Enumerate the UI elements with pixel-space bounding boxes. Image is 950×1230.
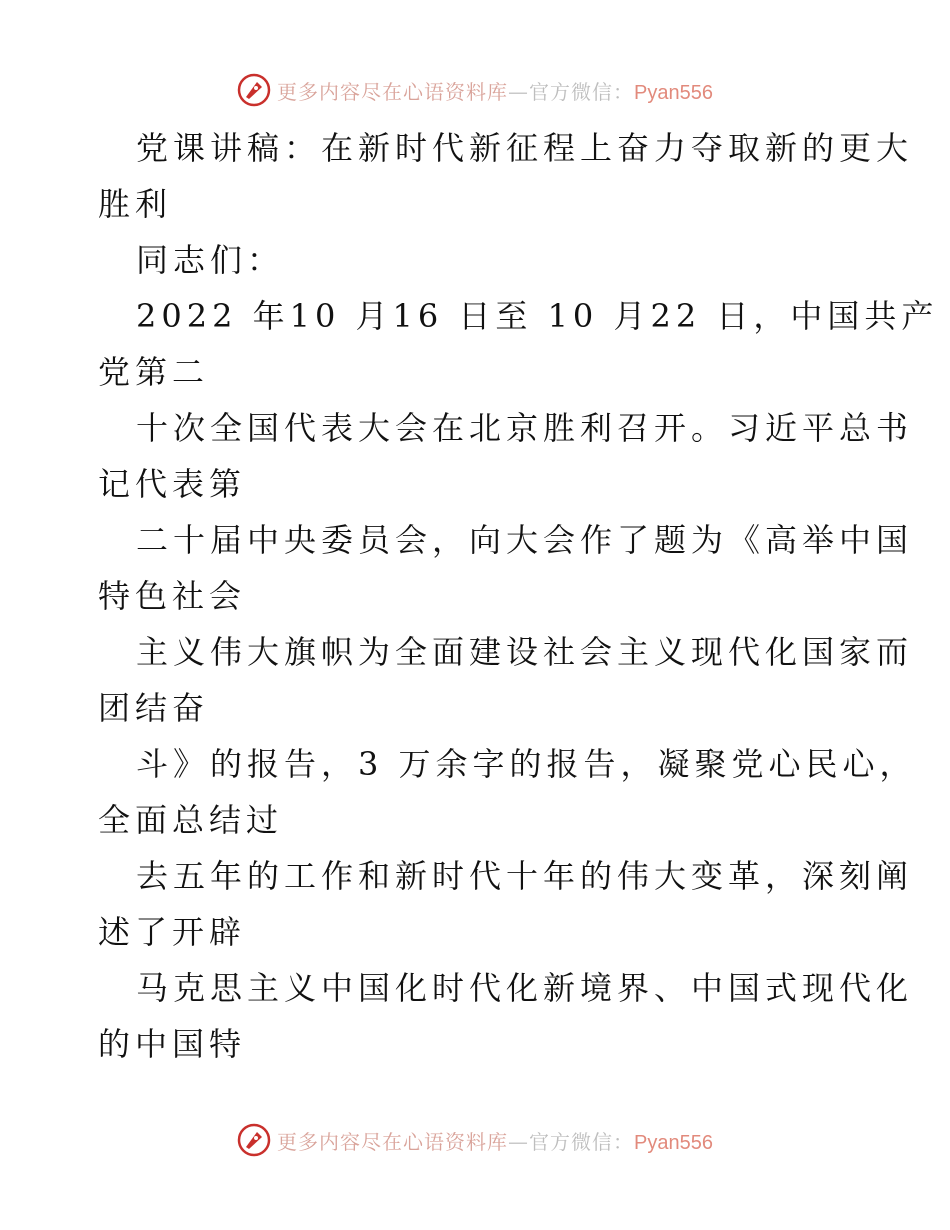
footer-watermark xyxy=(0,1120,950,1160)
watermark-wechat-label: 官方微信： xyxy=(529,79,635,104)
paragraph-line: 团结奋 xyxy=(98,689,210,727)
watermark-separator: — xyxy=(508,79,530,104)
paragraph-line: 斗》的报告，3 万余字的报告，凝聚党心民心， xyxy=(136,745,917,783)
watermark-wechat-id: Pyan556 xyxy=(634,1131,713,1154)
watermark-separator: — xyxy=(508,1129,530,1154)
paragraph-line: 全面总结过 xyxy=(98,801,284,839)
paragraph-line: 十次全国代表大会在北京胜利召开。习近平总书 xyxy=(136,409,914,447)
watermark-brand: 更多内容尽在心语资料库 xyxy=(277,79,509,104)
paragraph-line: 的中国特 xyxy=(98,1025,247,1063)
watermark-text xyxy=(277,1126,713,1155)
paragraph-line: 二十届中央委员会，向大会作了题为《高举中国 xyxy=(136,521,914,559)
paragraph-line: 2022 年10 月16 日至 10 月22 日，中国共产 xyxy=(136,297,939,335)
paragraph-line: 去五年的工作和新时代十年的伟大变革，深刻阐 xyxy=(136,857,914,895)
document-title-line-2: 胜利 xyxy=(98,185,173,223)
paragraph-line: 特色社会 xyxy=(98,577,247,615)
paragraph-line: 主义伟大旗帜为全面建设社会主义现代化国家而 xyxy=(136,633,914,671)
document-body xyxy=(98,120,939,1072)
pen-nib-logo-icon xyxy=(237,73,271,107)
watermark-wechat-id: Pyan556 xyxy=(634,81,713,104)
pen-nib-logo-icon xyxy=(237,1123,271,1157)
salutation: 同志们： xyxy=(136,241,285,279)
watermark-brand: 更多内容尽在心语资料库 xyxy=(277,1129,509,1154)
document-title-line-1: 党课讲稿：在新时代新征程上奋力夺取新的更大 xyxy=(136,129,914,167)
watermark-wechat-label: 官方微信： xyxy=(529,1129,635,1154)
header-watermark xyxy=(0,70,950,110)
paragraph-line: 记代表第 xyxy=(98,465,247,503)
paragraph-line: 党第二 xyxy=(98,353,210,391)
paragraph-line: 马克思主义中国化时代化新境界、中国式现代化 xyxy=(136,969,914,1007)
paragraph-line: 述了开辟 xyxy=(98,913,247,951)
watermark-text xyxy=(277,76,713,105)
